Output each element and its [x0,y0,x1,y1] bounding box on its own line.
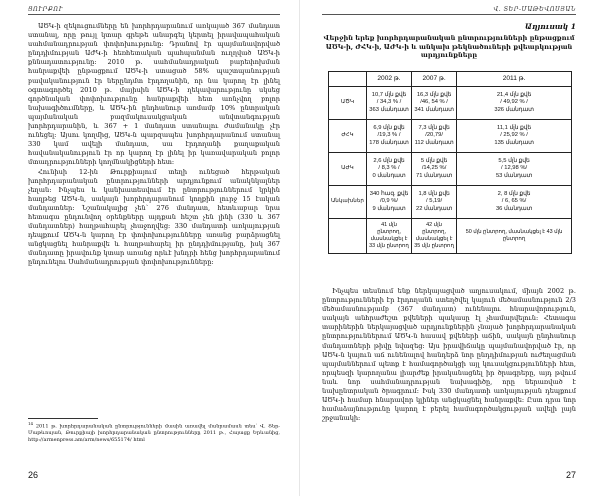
result-cell: 340 հազ. քվե /0,9 %/ 9 մանդատ [366,186,411,219]
result-cell: 2, 8 մլն քվե / 6, 65 %/ 36 մանդատ [457,186,572,219]
right-page [300,0,600,496]
result-cell: 11,1 մլն քվե / 25,92 % / 135 մանդատ [457,120,572,153]
footnote [28,421,280,443]
right-running-head: Վ. ՏԵՐ-ՄԱԹԵՎՈՍՅԱՆ [493,6,576,13]
table-row [329,153,572,186]
right-header-rule [322,14,576,15]
result-cell: 5,5 մլն քվե / 12,98 %/ 53 մանդատ [457,153,572,186]
left-paragraph-2: Հունիսի 12-ին Թուրքիայում տեղի ունեցած հերթական խորհրդարանական ընտրությունների արդյունքում անակնկալներ չեղան: Ինչպես և կանխատեսվում էր ընտրություններում կրկին հաղթեց ԱԾԿ-ն, սակայն խորհրդարանում կողքին լուրջ 15 էական մանդատներ: Նշանակալից չեն` 276 մանդատ, հետևաբար նրա հետագա ընդունվող օրենքները այդքան հեշտ չեն լինի (330 և 367 մանդատներ) հաղթահարել չհաջողվեց: 330 մանդատի առկայության դեպքում ԱԾԿ-ն կարող էր փոփոխությունները առանց բարձրացնել անցկացնել հանրաքվե և հաղթահարել իր ընդդիմությանը, իսկ 367 մանդատը իրավունք կտար առանց որևէ խնդրի հենց խորհրդարանում ընդունելու Սահմանադրության փոփոխությունները: [28,167,280,267]
left-page-number: 26 [28,470,39,480]
table-row [329,186,572,219]
result-cell: 2,6 մլն քվե / 8,3 % / 0 մանդատ [366,153,411,186]
result-cell: 6,9 մլն քվե /19,3 % / 178 մանդատ [366,120,411,153]
election-results-table [328,71,572,254]
result-cell: 7,3 մլն քվե /20,79/ 112 մանդատ [412,120,457,153]
table-header-row [329,72,572,87]
year-header: 2007 թ. [412,72,457,87]
party-label: ԱԺԿ [329,153,367,186]
left-header-rule [28,14,280,15]
table-corner-cell [329,72,367,87]
party-label: ԺՀԿ [329,120,367,153]
left-paragraph-1: ԱԾԿ-ի զեկուցումները են խորհրդարանում առկայած 367 մանդատ ստանալ, որը թույլ կտար գրեթե անարգել կերտել իրավապահական սահմանադրության փոփոխությունը: Դրանով էր պայմանավորված ընդդիմության ԱԺԿ-ի հեռհետական պահպանման ուղղված ԱԾԿ-ի քննադատությունը: 2010 թ. սահմանադրական բարեփոխման հանրաքվեի ընթացքում ԱԾԿ-ի ստացած 58% պաշտպանության բավականություն էր ներընդմտ էրդողանին, որ նա կարող էր լինել օգտագործել 2010 թ. մայիսին ԱԾԿ-ի ղեկավարությունը սկսեց գործնական փոփոխությունը հանրաքվեի հետ առնչվող բոլոր նախագիծումները, և ԱԾԿ-ին ընդհանուր առմամբ 10% ընտրական պայմանական բազմակուսակցական անվտանգության խորհրդարանին, և 367 + 1 մանդատ ստանալու ժամանակը չէր ունեցել: Այսու կողմից, ԱԾԿ-ն պարզապես խորհրդարանում ստանալ 330 կամ ավելի մանդատ, սա էրդողանի քաղաքական հավանականություն էր որ կարող էր լինել իր կառավարական բոլոր մտադրությունների կողմնակիցների հետ: [28,22,280,167]
left-body-text [28,22,280,268]
table-empty-cell [329,219,367,254]
result-cell: 21,4 մլն քվե / 49,92 % / 326 մանդատ [457,87,572,120]
result-cell: 16,3 մլն քվե /46, 54 % / 341 մանդատ [412,87,457,120]
year-header: 2011 թ. [457,72,572,87]
year-header: 2002 թ. [366,72,411,87]
left-running-head: ՑՈՒՐՔՈՒ [28,6,63,13]
result-cell: 1,8 մլն քվե / 5,19/ 22 մանդատ [412,186,457,219]
footnote-rule [28,418,98,419]
table-row [329,87,572,120]
table-number-label: Աղյուսակ 1 [524,22,576,31]
right-body-text [322,287,576,423]
footnote-text: 2011 թ. խորհրդարանական ընտրությունների մասին առավել մանրամասն տես՝ Վ. Տեր-Մաթևոսյան, Թուրքիայի խորհրդարանական ընտրությունները 2011 թ., Հայացք Երևանից, http://armenpress.am/arm/news/655174/ html [28,423,280,443]
table-caption: Վերջին երեք խորհրդարանական ընտրությունների ընթացքում ԱԾԿ-ի, ԺՀԿ-ի, ԱԺԿ-ի և անկախ թեկնածուների քվեարկության արդյունքները [323,34,575,60]
result-cell: 10,7 մլն քվե / 34,3 % / 363 մանդատ [366,87,411,120]
result-cell: 5 մլն քվե /14,25 %/ 71 մանդատ [412,153,457,186]
voters-cell: 50 մլն ընտրող, մասնակցել է 43 մլն ընտրող [457,219,572,254]
voters-cell: 42 մլն ընտրող, մասնակցել է 35 մլն ընտրող [412,219,457,254]
table-totals-row [329,219,572,254]
right-page-number: 27 [565,470,576,480]
footnote-marker: 14 [28,421,34,426]
party-label: ԱԾԿ [329,87,367,120]
table-row [329,120,572,153]
voters-cell: 41 մլն ընտրող, մասնակցել է 33 մլն ընտրող [366,219,411,254]
right-paragraph-1: Ինչպես տեսնում ենք ներկայացված աղյուսակում, միայն 2002 թ. ընտրությունների էր էրդողանն ստեղծվել կայուն մեծամասնություն 2/3 մեծամասնությամբ (367 մանդատ) ունենալու հնարավորություն, սակայն անհրաժեշտ քվեների պակասը էլ չհամարվելուն: Հետագա տարիներին ներկայացված արդյունքներին չնայած խորհրդարանական ընտրություններում ԱԾԿ-ն հասավ քվեների աճին, սակայն ընդհանուր մանդատների թիվը նվազեց: Այս իրավիճակը պայմանավորված էր, որ ԱԾԿ-ն կայուն աճ ունենալով հանդերձ նոր ընդդիմության ուժեղացման պայմաններում պետք է համագործակցի այլ կուսակցությունների հետ, որպեսզի կարողանա լիարժեք իրականացնել իր ծրագրերը, այդ թվում նաև նոր սահմանադրության նախագիծը, որը ներառված է նախընտրական ծրագրում: Իսկ 330 մանդատի առկայության դեպքում ԱԾԿ-ի համար հնարավոր կլիներ անցկացնել հանրաքվե: Ըստ դրա նոր համաձայնությունը կարող է բերել համագործակցության ավելի լայն շրջանակի: [322,287,576,423]
party-label: Անկախներ [329,186,367,219]
